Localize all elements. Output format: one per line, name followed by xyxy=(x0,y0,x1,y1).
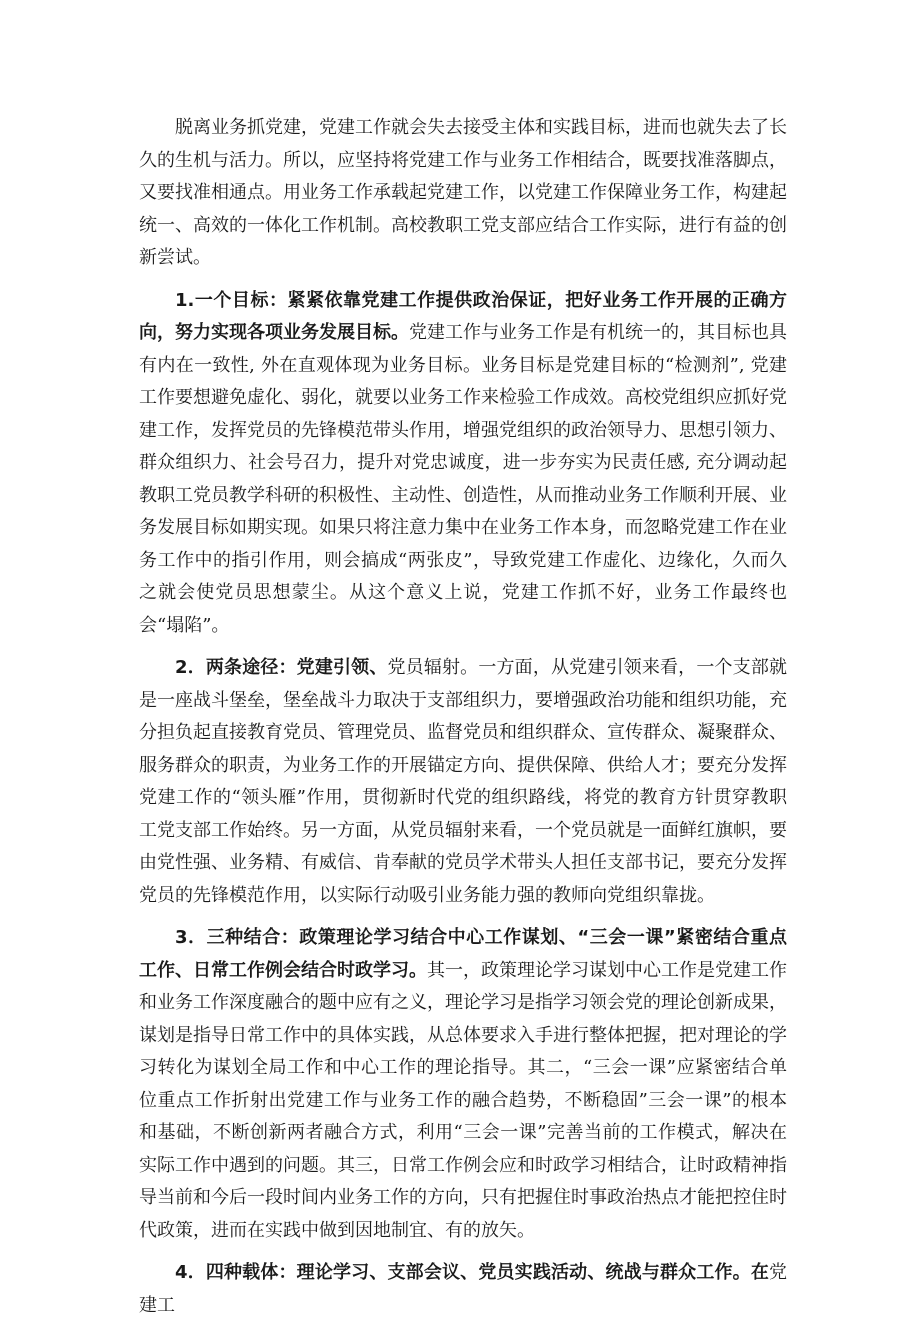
section-4-body: 党建工 xyxy=(139,1262,787,1316)
intro-paragraph: 脱离业务抓党建，党建工作就会失去接受主体和实践目标，进而也就失去了长久的生机与活力。所以，应坚持将党建工作与业务工作相结合，既要找准落脚点，又要找准相通点。用业务工作承载起党建工作，以党建工作保障业务工作，构建起统一、高效的一体化工作机制。高校教职工党支部应结合工作实际，进行有益的创新尝试。 xyxy=(139,117,787,268)
section-2-heading: 2．两条途径：党建引领、 xyxy=(175,657,388,678)
section-3-paragraph xyxy=(139,922,787,1247)
document-body xyxy=(139,112,787,1332)
section-2-paragraph xyxy=(139,652,787,912)
section-3-heading: 3．三种结合：政策理论学习结合中心工作谋划、“三会一课”紧密结合重点工作、日常工作例会结合时政学习。 xyxy=(139,927,787,981)
section-1-body: 党建工作与业务工作是有机统一的，其目标也具有内在一致性, 外在直观体现为业务目标。业务目标是党建目标的“检测剂”, 党建工作要想避免虚化、弱化，就要以业务工作来检验工作成效。高校党组织应抓好党建工作，发挥党员的先锋模范带头作用，增强党组织的政治领导力、思想引领力、群众组织力、社会号召力，提升对党忠诚度，进一步夯实为民责任感, 充分调动起教职工党员教学科研的积极性、主动性、创造性，从而推动业务工作顺利开展、业务发展目标如期实现。如果只将注意力集中在业务工作本身，而忽略党建工作在业务工作中的指引作用，则会搞成“两张皮”，导致党建工作虚化、边缘化，久而久之就会使党员思想蒙尘。从这个意义上说，党建工作抓不好，业务工作最终也会“塌陷”。 xyxy=(139,322,787,636)
section-1-paragraph xyxy=(139,285,787,643)
section-2-body: 党员辐射。一方面，从党建引领来看，一个支部就是一座战斗堡垒，堡垒战斗力取决于支部组织力，要增强政治功能和组织功能，充分担负起直接教育党员、管理党员、监督党员和组织群众、宣传群众、凝聚群众、服务群众的职责，为业务工作的开展锚定方向、提供保障、供给人才；要充分发挥党建工作的“领头雁”作用，贯彻新时代党的组织路线，将党的教育方针贯穿教职工党支部工作始终。另一方面，从党员辐射来看，一个党员就是一面鲜红旗帜，要由党性强、业务精、有威信、肯奉献的党员学术带头人担任支部书记，要充分发挥党员的先锋模范作用，以实际行动吸引业务能力强的教师向党组织靠拢。 xyxy=(139,657,787,906)
section-3-body: 其一，政策理论学习谋划中心工作是党建工作和业务工作深度融合的题中应有之义，理论学习是指学习领会党的理论创新成果，谋划是指导日常工作中的具体实践，从总体要求入手进行整体把握，把对理论的学习转化为谋划全局工作和中心工作的理论指导。其二，“三会一课”应紧密结合单位重点工作折射出党建工作与业务工作的融合趋势，不断稳固”三会一课”的根本和基础，不断创新两者融合方式，利用“三会一课”完善当前的工作模式，解决在实际工作中遇到的问题。其三，日常工作例会应和时政学习相结合，让时政精神指导当前和今后一段时间内业务工作的方向，只有把握住时事政治热点才能把控住时代政策，进而在实践中做到因地制宜、有的放矢。 xyxy=(139,959,787,1241)
section-4-heading: 4．四种载体：理论学习、支部会议、党员实践活动、统战与群众工作。在 xyxy=(175,1262,769,1283)
section-4-paragraph xyxy=(139,1257,787,1322)
section-1-heading: 1.一个目标：紧紧依靠党建工作提供政治保证，把好业务工作开展的正确方向，努力实现各项业务发展目标。 xyxy=(139,289,787,343)
